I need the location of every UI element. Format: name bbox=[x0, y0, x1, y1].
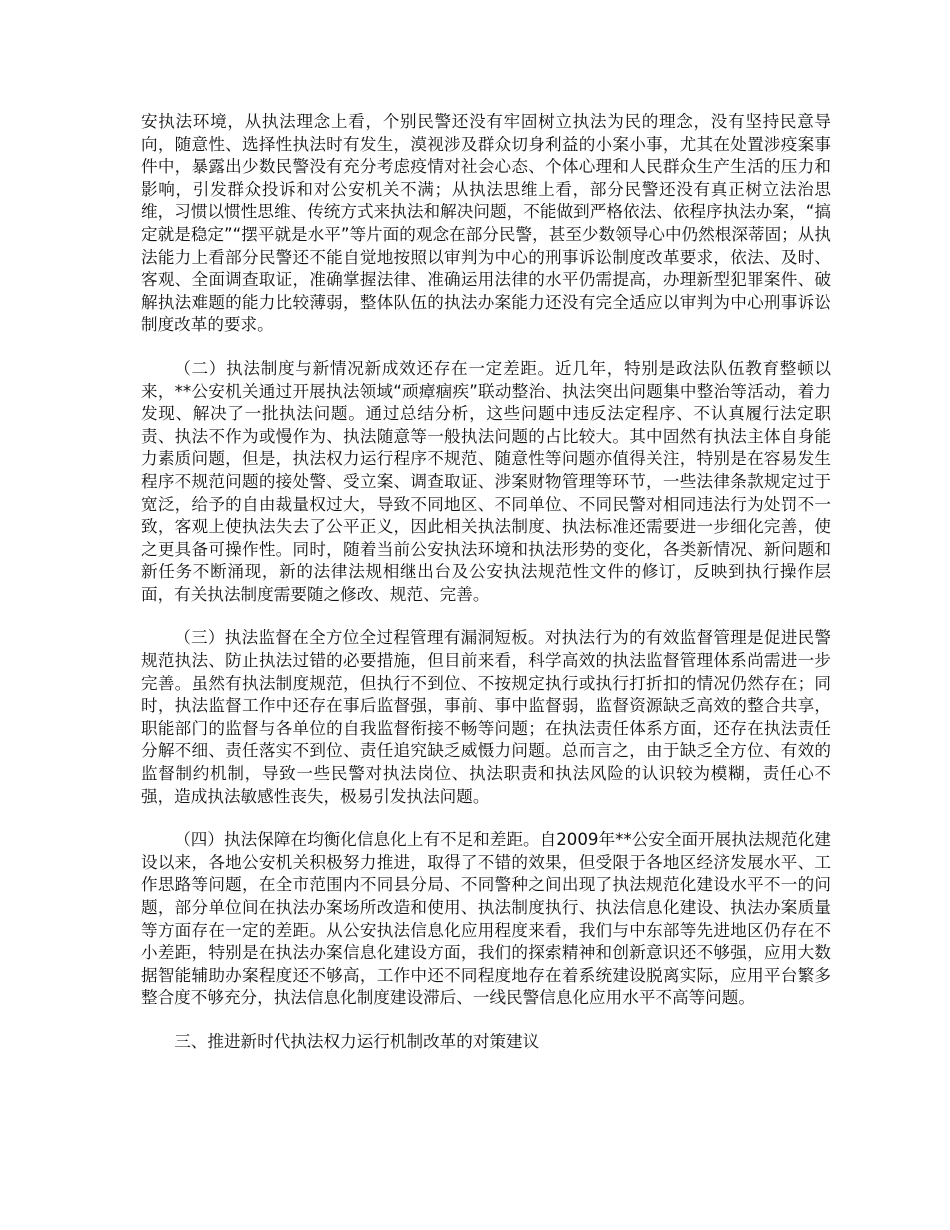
document-page bbox=[141, 111, 831, 1054]
paragraph-enforcement-supervision: （三）执法监督在全方位全过程管理有漏洞短板。对执法行为的有效监督管理是促进民警规范执法、防止执法过错的必要措施，但目前来看，科学高效的执法监督管理体系尚需进一步完善。虽然有执法制度规范，但执行不到位、不按规定执行或执行打折扣的情况仍然存在；同时，执法监督工作中还存在事后监督强，事前、事中监督弱，监督资源缺乏高效的整合共享，职能部门的监督与各单位的自我监督衔接不畅等问题；在执法责任体系方面，还存在执法责任分解不细、责任落实不到位、责任追究缺乏威慑力问题。总而言之，由于缺乏全方位、有效的监督制约机制，导致一些民警对执法岗位、执法职责和执法风险的认识较为模糊，责任心不强，造成执法敏感性丧失，极易引发执法问题。 bbox=[141, 628, 831, 806]
paragraph-enforcement-system: （二）执法制度与新情况新成效还存在一定差距。近几年，特别是政法队伍教育整顿以来，**公安机关通过开展执法领域“顽瘴痼疾”联动整治、执法突出问题集中整治等活动，着力发现、解决了一批执法问题。通过总结分析，这些问题中违反法定程序、不认真履行法定职责、执法不作为或慢作为、执法随意等一般执法问题的占比较大。其中固然有执法主体自身能力素质问题，但是，执法权力运行程序不规范、随意性等问题亦值得关注，特别是在容易发生程序不规范问题的接处警、受立案、调查取证、涉案财物管理等环节，一些法律条款规定过于宽泛，给予的自由裁量权过大，导致不同地区、不同单位、不同民警对相同违法行为处罚不一致，客观上使执法失去了公平正义，因此相关执法制度、执法标准还需要进一步细化完善，使之更具备可操作性。同时，随着当前公安执法环境和执法形势的变化，各类新情况、新问题和新任务不断涌现，新的法律法规相继出台及公安执法规范性文件的修订，反映到执行操作层面，有关执法制度需要随之修改、规范、完善。 bbox=[141, 358, 831, 604]
section-heading: 三、推进新时代执法权力运行机制改革的对策建议 bbox=[174, 1031, 540, 1051]
paragraph-law-enforcement-environment: 安执法环境，从执法理念上看，个别民警还没有牢固树立执法为民的理念，没有坚持民意导向，随意性、选择性执法时有发生，漠视涉及群众切身利益的小案小事，尤其在处置涉疫案事件中，暴露出少数民警没有充分考虑疫情对社会心态、个体心理和人民群众生产生活的压力和影响，引发群众投诉和对公安机关不满；从执法思维上看，部分民警还没有真正树立法治思维，习惯以惯性思维、传统方式来执法和解决问题，不能做到严格依法、依程序执法办案，“搞定就是稳定”“摆平就是水平”等片面的观念在部分民警，甚至少数领导心中仍然根深蒂固；从执法能力上看部分民警还不能自觉地按照以审判为中心的刑事诉讼制度改革要求，依法、及时、客观、全面调查取证，准确掌握法律、准确运用法律的水平仍需提高，办理新型犯罪案件、破解执法难题的能力比较薄弱，整体队伍的执法办案能力还没有完全适应以审判为中心刑事诉讼制度改革的要求。 bbox=[141, 112, 831, 335]
paragraph-enforcement-guarantee: （四）执法保障在均衡化信息化上有不足和差距。自2009年**公安全面开展执法规范化建设以来，各地公安机关积极努力推进，取得了不错的效果，但受限于各地区经济发展水平、工作思路等问题，在全市范围内不同县分局、不同警种之间出现了执法规范化建设水平不一的问题，部分单位间在执法办案场所改造和使用、执法制度执行、执法信息化建设、执法办案质量等方面存在一定的差距。从公安执法信息化应用程度来看，我们与中东部等先进地区仍存在不小差距，特别是在执法办案信息化建设方面，我们的探索精神和创新意识还不够强，应用大数据智能辅助办案程度还不够高，工作中还不同程度地存在着系统建设脱离实际，应用平台繁多整合度不够充分，执法信息化制度建设滞后、一线民警信息化应用水平不高等问题。 bbox=[141, 830, 831, 1008]
